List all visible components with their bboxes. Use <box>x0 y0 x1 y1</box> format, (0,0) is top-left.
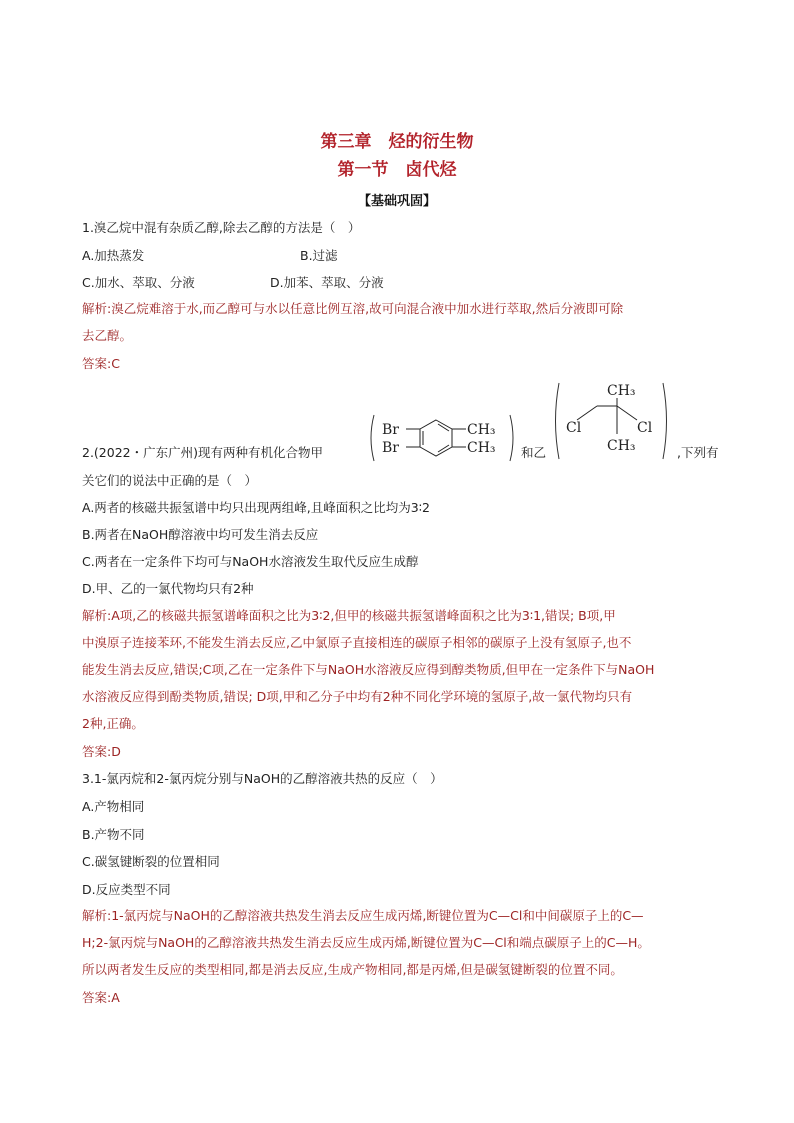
q1-analysis-line: 去乙醇。 <box>82 328 133 343</box>
chapter-title: 第三章 烃的衍生物 <box>320 132 474 152</box>
compound-jia-structure <box>366 410 516 466</box>
q2-stem-suffix: ,下列有 <box>677 445 719 460</box>
jia-ch3-bottom: CH₃ <box>467 440 496 456</box>
q2-stem-and: 和乙 <box>521 445 547 460</box>
yi-cl-left: Cl <box>566 420 582 436</box>
q2-option-a: A.两者的核磁共振氢谱中均只出现两组峰,且峰面积之比均为3∶2 <box>82 500 430 515</box>
compound-yi-structure <box>551 378 671 464</box>
q3-answer: 答案:A <box>82 990 120 1005</box>
q2-stem-prefix: 2.(2022・广东广州)现有两种有机化合物甲 <box>82 445 323 460</box>
q3-option-a: A.产物相同 <box>82 799 145 814</box>
q2-analysis-line: 水溶液反应得到酚类物质,错误; D项,甲和乙分子中均有2种不同化学环境的氢原子,故一氯代物均只有 <box>82 689 633 704</box>
q3-analysis-line: H;2-氯丙烷与NaOH的乙醇溶液共热发生消去反应生成丙烯,断键位置为C—Cl和端点碳原子上的C—H。 <box>82 935 650 950</box>
q2-analysis-line: 能发生消去反应,错误;C项,乙在一定条件下与NaOH水溶液反应得到醇类物质,但甲在一定条件下与NaOH <box>82 662 655 677</box>
q1-answer: 答案:C <box>82 356 120 371</box>
section-title: 第一节 卤代烃 <box>337 160 457 180</box>
q1-stem: 1.溴乙烷中混有杂质乙醇,除去乙醇的方法是（ ） <box>82 220 361 235</box>
q1-option-a: A.加热蒸发 <box>82 248 145 263</box>
q2-option-c: C.两者在一定条件下均可与NaOH水溶液发生取代反应生成醇 <box>82 554 419 569</box>
q2-analysis-line: 解析:A项,乙的核磁共振氢谱峰面积之比为3∶2,但甲的核磁共振氢谱峰面积之比为3∶1,错误; B项,甲 <box>82 608 616 623</box>
q3-option-c: C.碳氢键断裂的位置相同 <box>82 854 220 869</box>
q1-option-d: D.加苯、萃取、分液 <box>270 275 384 290</box>
q3-option-b: B.产物不同 <box>82 827 145 842</box>
jia-ch3-top: CH₃ <box>467 422 496 438</box>
jia-br-top: Br <box>382 422 399 438</box>
q3-analysis-line: 所以两者发生反应的类型相同,都是消去反应,生成产物相同,都是丙烯,但是碳氢键断裂的位置不同。 <box>82 962 623 977</box>
q2-option-d: D.甲、乙的一氯代物均只有2种 <box>82 581 254 596</box>
q2-analysis-line: 中溴原子连接苯环,不能发生消去反应,乙中氯原子直接相连的碳原子相邻的碳原子上没有氢原子,也不 <box>82 635 632 650</box>
q3-option-d: D.反应类型不同 <box>82 882 171 897</box>
subsection-label: 【基础巩固】 <box>357 194 436 209</box>
yi-ch3-bottom: CH₃ <box>607 438 636 454</box>
q2-answer: 答案:D <box>82 744 121 759</box>
q1-analysis-line: 解析:溴乙烷难溶于水,而乙醇可与水以任意比例互溶,故可向混合液中加水进行萃取,然后分液即可除 <box>82 301 624 316</box>
q2-analysis-line: 2种,正确。 <box>82 716 144 731</box>
q2-stem-line2: 关它们的说法中正确的是（ ） <box>82 473 258 488</box>
q1-option-b: B.过滤 <box>300 248 338 263</box>
yi-cl-right: Cl <box>637 420 653 436</box>
q3-stem: 3.1-氯丙烷和2-氯丙烷分别与NaOH的乙醇溶液共热的反应（ ） <box>82 771 443 786</box>
yi-ch3-top: CH₃ <box>607 383 636 399</box>
q1-option-c: C.加水、萃取、分液 <box>82 275 195 290</box>
jia-br-bottom: Br <box>382 440 399 456</box>
q3-analysis-line: 解析:1-氯丙烷与NaOH的乙醇溶液共热发生消去反应生成丙烯,断键位置为C—Cl和中间碳原子上的C— <box>82 908 644 923</box>
q2-option-b: B.两者在NaOH醇溶液中均可发生消去反应 <box>82 527 319 542</box>
